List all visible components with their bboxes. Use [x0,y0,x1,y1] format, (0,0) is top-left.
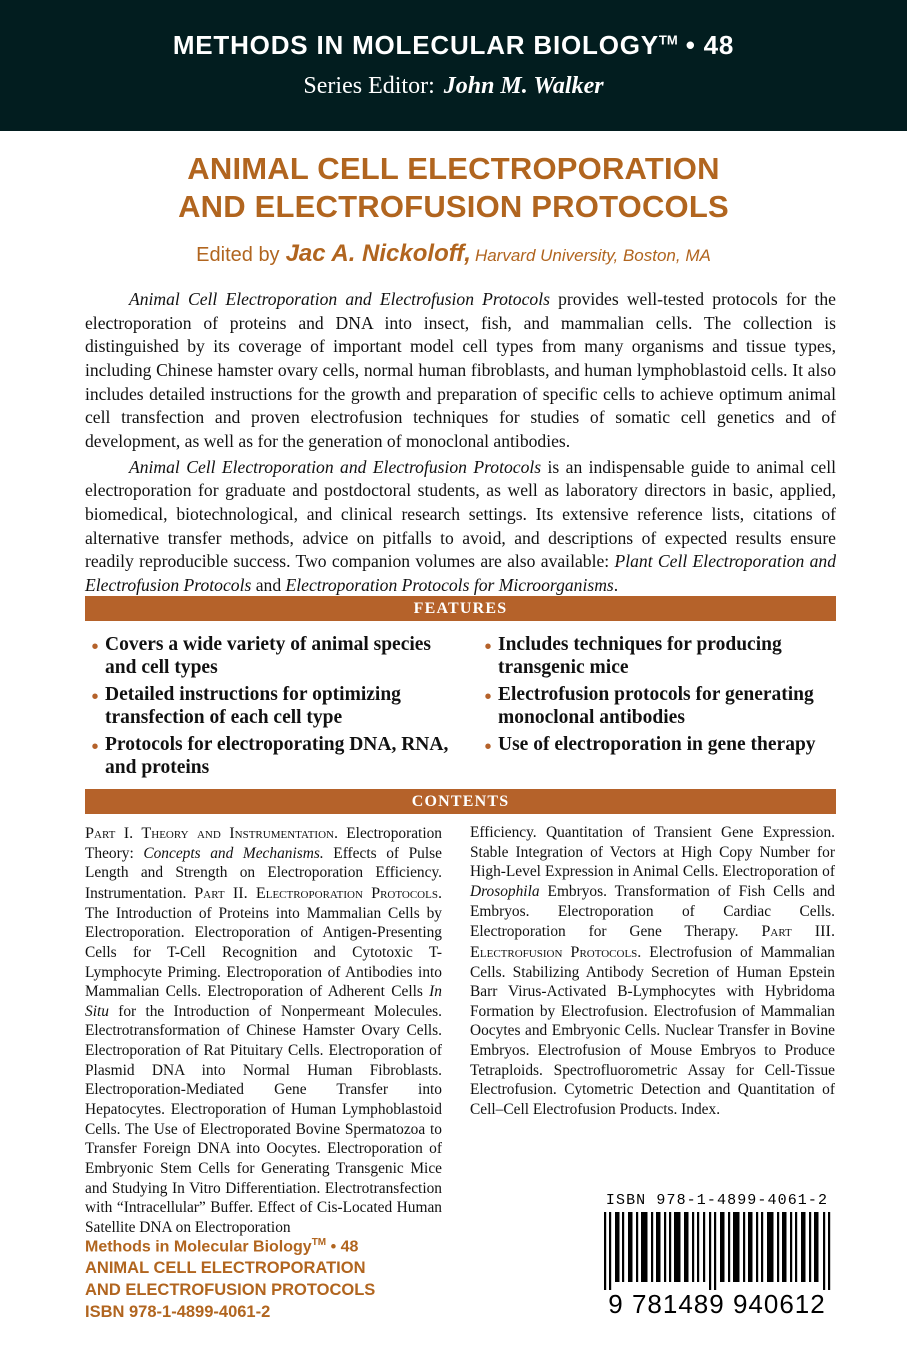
book-title-line2: AND ELECTROFUSION PROTOCOLS [178,188,729,224]
footer-series-separator: • [326,1238,341,1256]
contents-bar-label: CONTENTS [411,792,510,810]
feature-label: Protocols for electroporating DNA, RNA, and proteins [105,733,449,778]
companion-volume-1: Plant Cell Electroporation and Electrofusion Protocols [85,551,837,595]
bullet-icon: • [484,636,492,658]
trademark-icon: TM [311,1237,327,1248]
series-separator: • [677,30,704,61]
contents-column-left [85,823,460,1237]
description-p2-body-c: . [613,574,619,595]
contents-right-italic1: Drosophila [470,882,540,900]
bullet-icon: • [484,685,492,708]
list-item [85,733,460,780]
feature-label: Detailed instructions for optimizing transfection of each cell type [105,683,401,729]
contents-left-italic1: Concepts and Mechanisms. [143,844,324,862]
feature-label: Electrofusion protocols for generating monoclonal antibodies [498,683,814,729]
list-item [478,733,835,757]
features-column-right [460,633,835,782]
series-title-text: METHODS IN MOLECULAR BIOLOGY [172,30,659,61]
barcode-image [600,1212,834,1290]
bullet-icon: • [484,735,492,758]
contents-part2-heading: Part II. Electroporation Protocols. [194,883,442,902]
series-title [173,31,734,60]
features-columns [85,633,836,782]
editor-name: Jac A. Nickoloff, [285,239,471,267]
list-item [85,633,460,680]
feature-label: Covers a wide variety of animal species and cell types [105,634,432,679]
title-block [0,150,907,268]
footer-series-line [85,1236,505,1258]
barcode-isbn-label: ISBN 978-1-4899-4061-2 [605,1192,829,1209]
contents-column-right [460,823,835,1237]
contents-part3-heading: Part III. Electrofusion Protocols. [470,922,835,961]
description-p1-body: provides well-tested protocols for the electroporation of proteins and DNA into insect, fish, and mammalian cells. The collection is distinguished by its coverage of important model cell types from many organisms and tissue types, including Chinese hamster ovary cells, normal human fibroblasts, and human lymphoblastoid cells. It also includes detailed instructions for the growth and preparation of specific cells to achieve optimum animal cell transfection and proven electrofusion techniques for studies of somatic cell genetics and of development, as well as for the generation of monoclonal antibodies. [85,289,836,451]
edited-by-label: Edited by [196,243,280,266]
barcode-ean-digits: 9 781489 940612 [608,1289,826,1319]
series-number: 48 [703,30,735,61]
trademark-icon: TM [658,32,678,48]
features-section-bar [85,596,836,621]
description-block [85,288,836,598]
contents-right-seg2: Embryos. Transformation of Fish Cells and Embryos. Electroporation of Cardiac Cells. Electroporation for Gene Therapy. [470,882,835,941]
contents-part1-heading: Part I. Theory and Instrumentation. [85,824,339,842]
features-bar-label: FEATURES [413,599,508,617]
bullet-icon: • [91,685,99,708]
footer-title-line1: ANIMAL CELL ELECTROPORATION [85,1259,366,1278]
feature-label: Includes techniques for producing transgenic mice [498,634,782,679]
features-column-left [85,633,460,782]
footer-series-title: Methods in Molecular Biology [85,1238,312,1256]
series-editor-label: Series Editor: [303,72,435,99]
contents-left-seg1: Electroporation Theory: [85,825,442,862]
book-title-line1: ANIMAL CELL ELECTROPORATION [187,151,720,186]
header-band [0,0,907,131]
contents-right-seg3: Electrofusion of Mammalian Cells. Stabilizing Antibody Secretion of Human Epstein Barr Virus-Activated B-Lymphocytes with Hybridoma Formation by Electrofusion. Electrofusion of Mammalian Oocytes and Embryonic Cells. Nuclear Transfer in Bovine Embryos. Electrofusion of Mouse Embryos to Produce Tetraploids. Spectrofluorometric Assay for Cell-Tissue Electrofusion. Cytometric Detection and Quantitation of Cell–Cell Electrofusion Products. Index. [470,943,835,1118]
footer-title-line2: AND ELECTROFUSION PROTOCOLS [85,1280,376,1299]
contents-left-seg3: The Introduction of Proteins into Mammalian Cells by Electroporation. Electroporation of Antigen-Presenting Cells for T-Cell Recognition and Cytotoxic T-Lymphocyte Priming. Electroporation of Antibodies into Mammalian Cells. Electroporation of Adherent Cells [85,904,442,1001]
contents-columns [85,823,836,1237]
contents-left-seg4: for the Introduction of Nonpermeant Molecules. Electrotransformation of Chinese Hamster Ovary Cells. Electroporation of Rat Pituitary Cells. Electroporation of Plasmid DNA into Normal Human Fibroblasts. Electroporation-Mediated Gene Transfer into Hepatocytes. Electroporation of Human Lymphoblastoid Cells. The Use of Electroporated Bovine Spermatozoa to Transfer Foreign DNA into Oocytes. Electroporation of Embryonic Stem Cells for Generating Transgenic Mice and Studying In Vitro Differentiation. Electrotransfection with “Intracellular” Buffer. Effect of Cis-Located Human Satellite DNA on Electroporation [85,1002,442,1236]
series-editor-name: John M. Walker [443,72,604,99]
list-item [85,683,460,730]
contents-section-bar [85,789,836,814]
feature-label: Use of electroporation in gene therapy [498,733,816,755]
editor-byline [0,240,907,268]
page-title [0,150,907,226]
list-item [478,683,835,730]
bullet-icon: • [91,636,99,658]
list-item [478,633,835,680]
barcode-block [592,1192,842,1320]
contents-left-seg2: Effects of Pulse Length and Strength on Electroporation Efficiency. Instrumentation. [85,844,442,902]
series-editor [303,72,603,100]
description-paragraph-1 [85,288,836,454]
description-p2-body-b: and [251,574,286,595]
description-p2-body-a: is an indispensable guide to animal cell electroporation for graduate and postdoctoral students, as well as laboratory directors in basic, applied, biomedical, biotechnological, and clinical research settings. Its extensive reference lists, citations of alternative transfer methods, advice on pitfalls to avoid, and descriptions of expected results ensure readily reproducible success. Two companion volumes are also available: [85,456,836,572]
footer-isbn: ISBN 978-1-4899-4061-2 [85,1302,271,1321]
contents-right-seg1: Efficiency. Quantitation of Transient Gene Expression. Stable Integration of Vectors at High Copy Number for High-Level Expression in Animal Cells. Electroporation of [470,824,835,881]
footer-block [85,1236,505,1323]
footer-series-number: 48 [340,1238,359,1256]
bullet-icon: • [91,735,99,758]
companion-volume-2: Electroporation Protocols for Microorganisms [285,574,614,595]
description-paragraph-2 [85,456,836,598]
description-p2-title: Animal Cell Electroporation and Electrofusion Protocols [129,456,542,477]
description-p1-title: Animal Cell Electroporation and Electrofusion Protocols [129,289,550,309]
contents-left-italic2: In Situ [85,983,442,1020]
editor-affiliation: Harvard University, Boston, MA [474,245,711,265]
